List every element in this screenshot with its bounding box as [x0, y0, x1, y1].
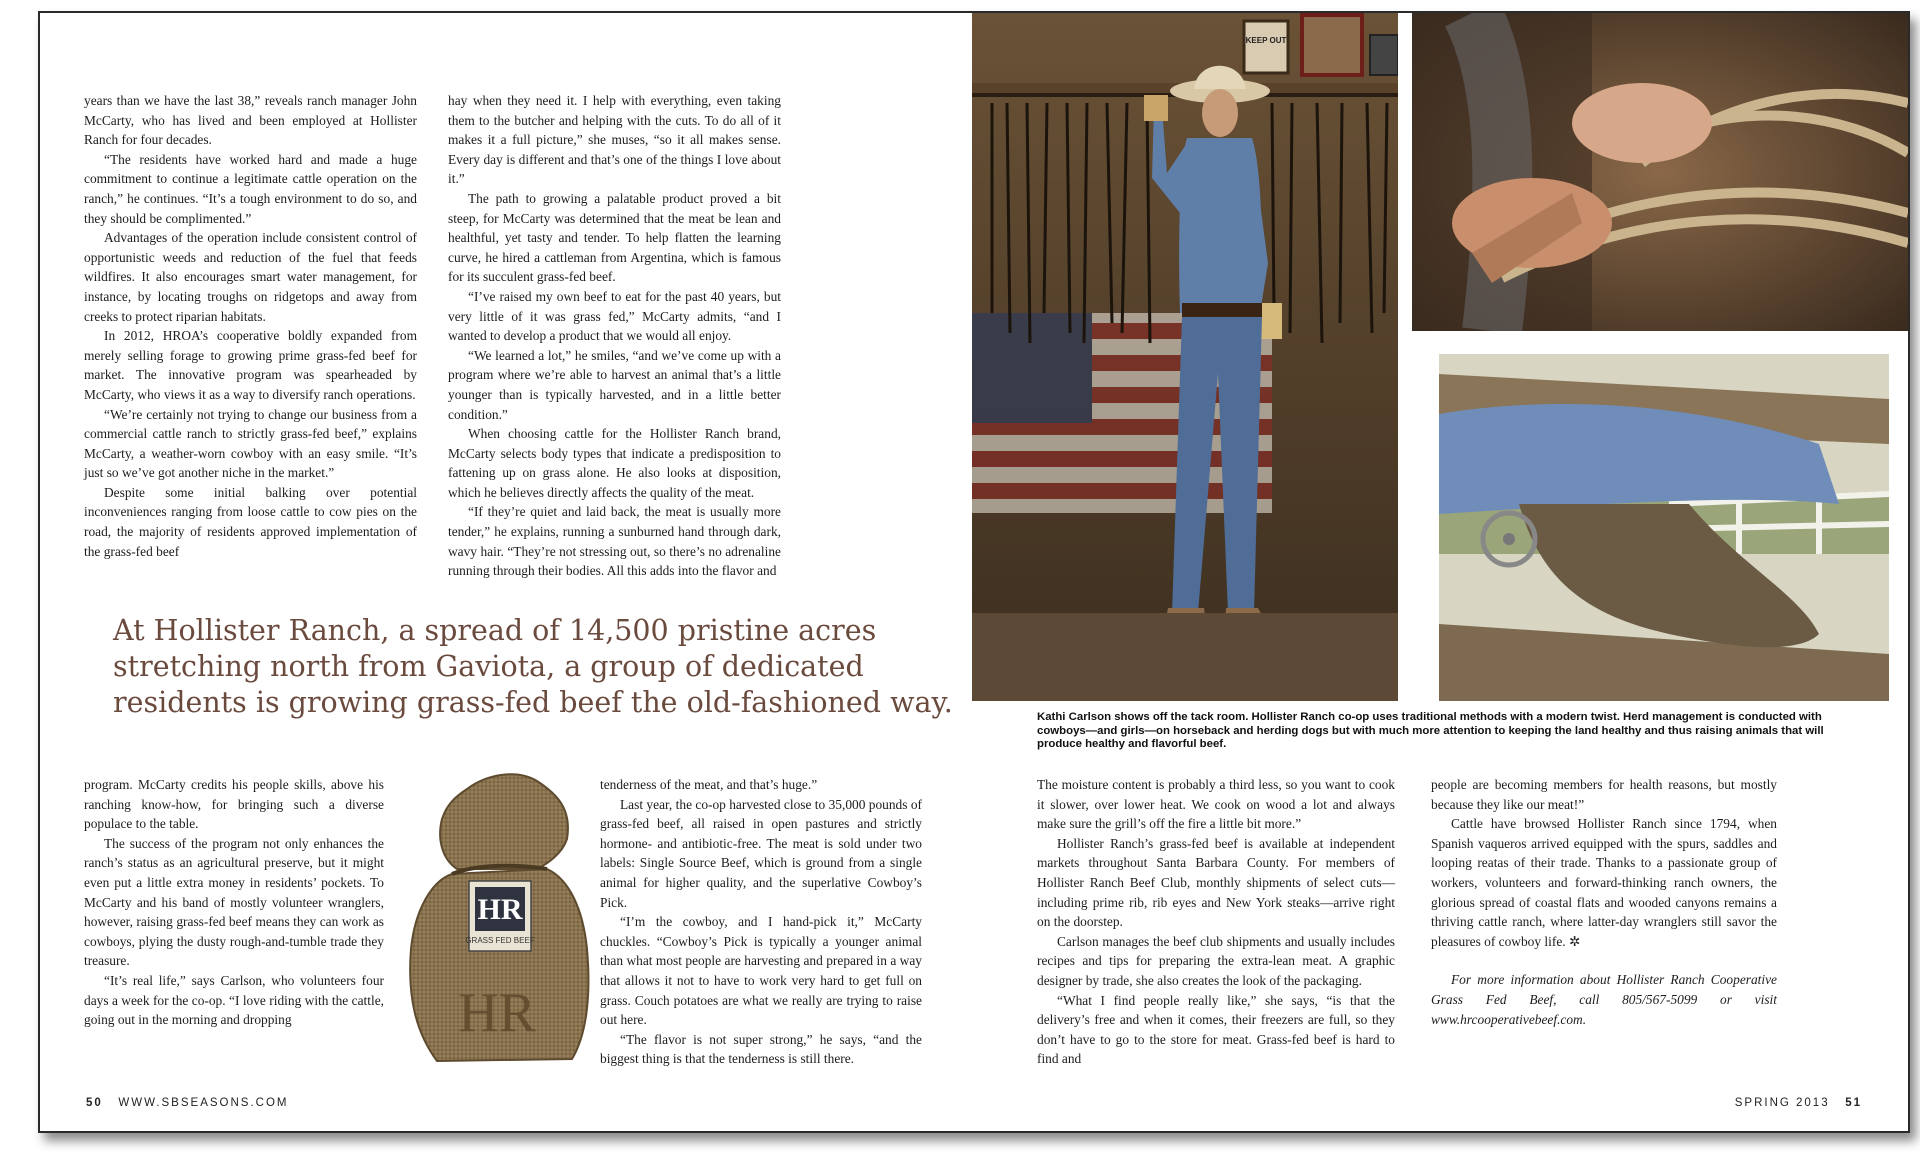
- magazine-spread: [38, 11, 1910, 1133]
- paragraph: years than we have the last 38,” reveals ranch manager John McCarty, who has lived and been employed at Hollister Ranch for four decades.: [84, 93, 417, 148]
- sack-brand-mark: HR: [458, 982, 536, 1044]
- paragraph: “I’m the cowboy, and I hand-pick it,” McCarty chuckles. “Cowboy’s Pick is typically a younger animal than what most people are harvesting and prepared in a way that allows it not to have to work very hard to get full on grass. Couch potatoes are what we really are trying to raise out here.: [600, 914, 922, 1028]
- paragraph: When choosing cattle for the Hollister Ranch brand, McCarty selects body types that indicate a predisposition to fattening up on grass alone. He also looks at disposition, which he believes directly affects the quality of the meat.: [448, 426, 781, 500]
- paragraph: “The flavor is not super strong,” he says, “and the biggest thing is that the tenderness is still there.: [600, 1031, 922, 1067]
- paragraph: “It’s real life,” says Carlson, who volunteers four days a week for the co-op. “I love riding with the cattle, going out in the morning and dropping: [84, 972, 384, 1028]
- issue-season: SPRING 2013: [1734, 1097, 1830, 1109]
- sack-tag-label: GRASS FED BEEF: [465, 936, 535, 945]
- photo-caption: Kathi Carlson shows off the tack room. Hollister Ranch co-op uses traditional methods with a modern twist. Herd management is conducted with cowboys—and girls—on horseback and herding dogs but with much more attention to keeping the land healthy and thus raising animals that will produce healthy and flavorful beef.: [1037, 711, 1824, 750]
- right-column-2: [1431, 775, 1777, 1029]
- paragraph: The moisture content is probably a third less, so you want to cook it slower, over lower heat. We cook on wood a lot and always make sure the grill’s off the fire a little bit more.”: [1037, 777, 1395, 832]
- right-folio: [1735, 1097, 1862, 1109]
- rope-hands-photo: [1412, 13, 1908, 331]
- paragraph: The path to growing a palatable product proved a bit steep, for McCarty was determined that the meat be lean and healthful, yet tasty and tender. To help flatten the learning curve, he hired a cattleman from Argentina, which is famous for its succulent grass-fed beef.: [448, 190, 781, 285]
- paragraph: Carlson manages the beef club shipments and usually includes recipes and tips for preparing the extra-lean meat. A graphic designer by trade, she also creates the look of the packaging.: [1037, 933, 1395, 988]
- sack-tag-logo: HR: [477, 893, 523, 926]
- burlap-sack-image: [397, 769, 597, 1069]
- page-number: 50: [86, 1097, 103, 1109]
- page-number: 51: [1845, 1097, 1862, 1109]
- paragraph: Advantages of the operation include consistent control of opportunistic weeds and reduction of the fuel that feeds wildfires. It also encourages smart water management, for instance, by locating troughs on ridgetops and away from creeks to protect riparian habitats.: [84, 230, 417, 324]
- paragraph: tenderness of the meat, and that’s huge.”: [600, 777, 818, 792]
- paragraph: “We learned a lot,” he smiles, “and we’ve come up with a program where we’re able to harvest an animal that’s a little younger than is typically harvested, and in a little better condition.”: [448, 347, 781, 422]
- left-bottom-column-1: [84, 775, 384, 1030]
- paragraph: people are becoming members for health reasons, but mostly because they like our meat!”: [1431, 777, 1777, 812]
- paragraph: Despite some initial balking over potential inconveniences ranging from loose cattle to cow pies on the road, the majority of residents approved implementation of the grass-fed beef: [84, 484, 417, 559]
- paragraph: “If they’re quiet and laid back, the meat is usually more tender,” he explains, running a sunburned hand through dark, wavy hair. “They’re not stressing out, so there’s no adrenaline running through their bodies. All this adds into the flavor and: [448, 504, 781, 579]
- paragraph: Hollister Ranch’s grass-fed beef is available at independent markets throughout Santa Barbara County. For members of Hollister Ranch Beef Club, monthly shipments of select cuts—including prime rib, rib eyes and New York steaks—arrive right on the doorstep.: [1037, 835, 1395, 930]
- website-url: WWW.SBSEASONS.COM: [118, 1097, 289, 1109]
- paragraph: hay when they need it. I help with everything, even taking them to the butcher and helping with the cuts. To do all of it makes it a full picture,” she muses, “so it all makes sense. Every day is different and that’s one of the things I love about it.”: [448, 93, 781, 187]
- paragraph: program. McCarty credits his people skills, above his ranching know-how, for bringing such a diverse populace to the table.: [84, 777, 384, 832]
- paragraph: “The residents have worked hard and made a huge commitment to continue a legitimate cattle operation on the ranch,” he continues. “It’s a tough environment to do so, and they should be complimented.”: [84, 151, 417, 226]
- right-column-1: [1037, 775, 1395, 1069]
- paragraph: “What I find people really like,” she says, “is that the delivery’s free and when it comes, their freezers are full, so they don’t have to go to the store for meat. Grass-fed beef is hard to find and: [1037, 992, 1395, 1067]
- boot-spur-photo: [1439, 354, 1889, 701]
- paragraph: In 2012, HROA’s cooperative boldly expanded from merely selling forage to growing prime grass-fed beef for market. The innovative program was spearheaded by McCarty, who views it as a way to diversify ranch operations.: [84, 328, 417, 402]
- sack-tag: [465, 881, 534, 951]
- more-info-note: For more information about Hollister Ranch Cooperative Grass Fed Beef, call 805/567-5099 or visit www.hrcooperativebeef.com.: [1431, 972, 1777, 1027]
- left-top-column-2: [448, 91, 781, 581]
- paragraph: Last year, the co-op harvested close to 35,000 pounds of grass-fed beef, all raised in open pastures and strictly hormone- and antibiotic-free. The meat is sold under two labels: Single Source Beef, which is ground from a single animal for higher quality, and the superlative Cowboy’s Pick.: [600, 796, 922, 910]
- paragraph: “We’re certainly not trying to change our business from a commercial cattle ranch to strictly grass-fed beef,” explains McCarty, a weather-worn cowboy with an easy smile. “It’s just so we’ve got another niche in the market.”: [84, 406, 417, 481]
- pull-quote: At Hollister Ranch, a spread of 14,500 pristine acres stretching north from Gaviota, a group of dedicated residents is growing grass-fed beef the old-fashioned way.: [113, 614, 953, 719]
- paragraph: Cattle have browsed Hollister Ranch since 1794, when Spanish vaqueros arrived equipped with the spurs, saddles and looping reatas of their trade. Thanks to a passionate group of workers, volunteers and forward-thinking ranch owners, the glorious spread of coastal flats and wooded canyons remains a thriving cattle ranch, where latter-day wranglers still savor the pleasures of cowboy life. ✲: [1431, 816, 1777, 949]
- paragraph: “I’ve raised my own beef to eat for the past 40 years, but very little of it was grass fed,” McCarty admits, “and I wanted to develop a product that we would all enjoy.: [448, 288, 781, 344]
- wall-sign-text: KEEP OUT: [1245, 36, 1287, 45]
- left-folio: [86, 1097, 288, 1109]
- left-bottom-column-2: [600, 775, 922, 1069]
- paragraph: The success of the program not only enhances the ranch’s status as an agricultural preserve, but it might even put a little extra money in residents’ pockets. To McCarty and his band of mostly volunteer wranglers, however, raising grass-fed beef means they can work as cowboys, plying the dusty rough-and-tumble trade they treasure.: [84, 835, 384, 969]
- left-top-column-1: [84, 91, 417, 561]
- tack-room-photo: [972, 13, 1398, 701]
